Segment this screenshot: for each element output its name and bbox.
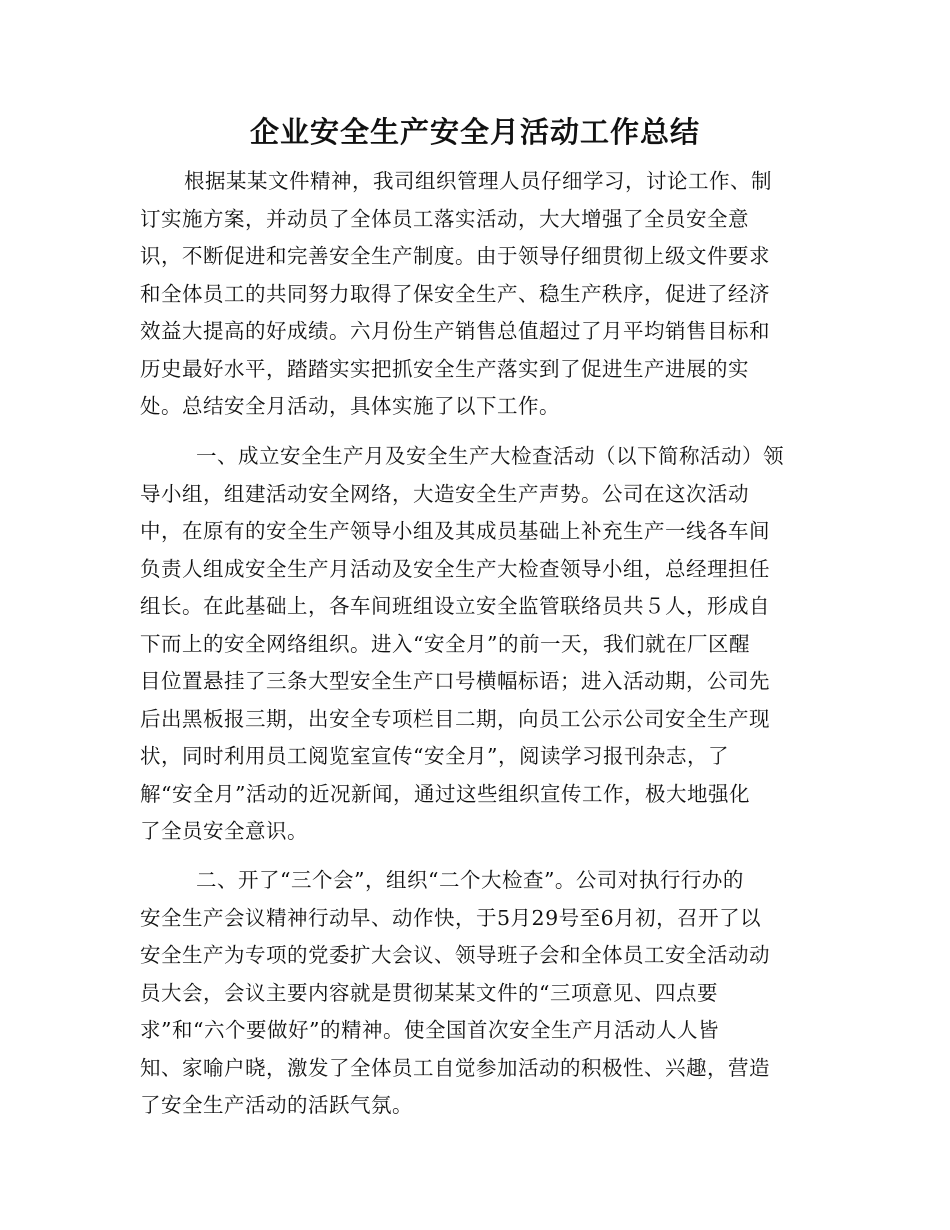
paragraph-line: 后出黑板报三期，出安全专项栏目二期，向员工公示公司安全生产现 [140, 706, 770, 731]
paragraph-2 [140, 438, 820, 851]
paragraph-line: 员大会，会议主要内容就是贯彻某某文件的“三项意见、四点要 [140, 980, 718, 1005]
paragraph-line: 识，不断促进和完善安全生产制度。由于领导仔细贯彻上级文件要求 [140, 244, 770, 268]
paragraph-line: 历史最好水平，踏踏实实把抓安全生产落实到了促进生产进展的实 [140, 356, 749, 381]
paragraph-line: 二、开了“三个会”，组织“二个大检查”。公司对执行行办的 [196, 868, 744, 892]
paragraph-line: 负责人组成安全生产月活动及安全生产大检查领导小组，总经理担任 [140, 556, 770, 581]
paragraph-line: 解“安全月”活动的近况新闻，通过这些组织宣传工作，极大地强化 [140, 781, 750, 806]
paragraph-line: 求”和“六个要做好”的精神。使全国首次安全生产月活动人人皆 [140, 1018, 719, 1042]
paragraph-line: 中，在原有的安全生产领导小组及其成员基础上补充生产一线各车间 [140, 519, 770, 543]
paragraph-line: 根据某某文件精神，我司组织管理人员仔细学习，讨论工作、制 [184, 169, 772, 193]
paragraph-line: 效益大提高的好成绩。六月份生产销售总值超过了月平均销售目标和 [140, 319, 770, 343]
paragraph-line: 目位置悬挂了三条大型安全生产口号横幅标语；进入活动期，公司先 [140, 669, 770, 693]
paragraph-line: 处。总结安全月活动，具体实施了以下工作。 [140, 394, 560, 418]
paragraph-3 [140, 862, 820, 1125]
paragraph-line: 下而上的安全网络组织。进入“安全月”的前一天，我们就在厂区醒 [140, 631, 750, 656]
paragraph-line: 安全生产会议精神行动早、动作快，于5月29号至6月初，召开了以 [140, 905, 762, 930]
paragraph-line: 组长。在此基础上，各车间班组设立安全监管联络员共５人，形成自 [140, 594, 770, 618]
paragraph-line: 了全员安全意识。 [140, 819, 308, 843]
paragraph-line: 了安全生产活动的活跃气氛。 [140, 1093, 413, 1117]
paragraph-line: 和全体员工的共同努力取得了保安全生产、稳生产秩序，促进了经济 [140, 281, 770, 306]
paragraph-1 [140, 163, 820, 426]
paragraph-line: 安全生产为专项的党委扩大会议、领导班子会和全体员工安全活动动 [140, 943, 770, 967]
paragraph-line: 状，同时利用员工阅览室宣传“安全月”，阅读学习报刊杂志，了 [140, 744, 729, 768]
document-title: 企业安全生产安全月活动工作总结 [249, 115, 700, 149]
paragraph-line: 一、成立安全生产月及安全生产大检查活动（以下简称活动）领 [196, 444, 784, 468]
paragraph-line: 知、家喻户晓，激发了全体员工自觉参加活动的积极性、兴趣，营造 [140, 1055, 770, 1080]
paragraph-line: 导小组，组建活动安全网络，大造安全生产声势。公司在这次活动 [140, 481, 749, 506]
paragraph-line: 订实施方案，并动员了全体员工落实活动，大大增强了全员安全意 [140, 206, 749, 231]
